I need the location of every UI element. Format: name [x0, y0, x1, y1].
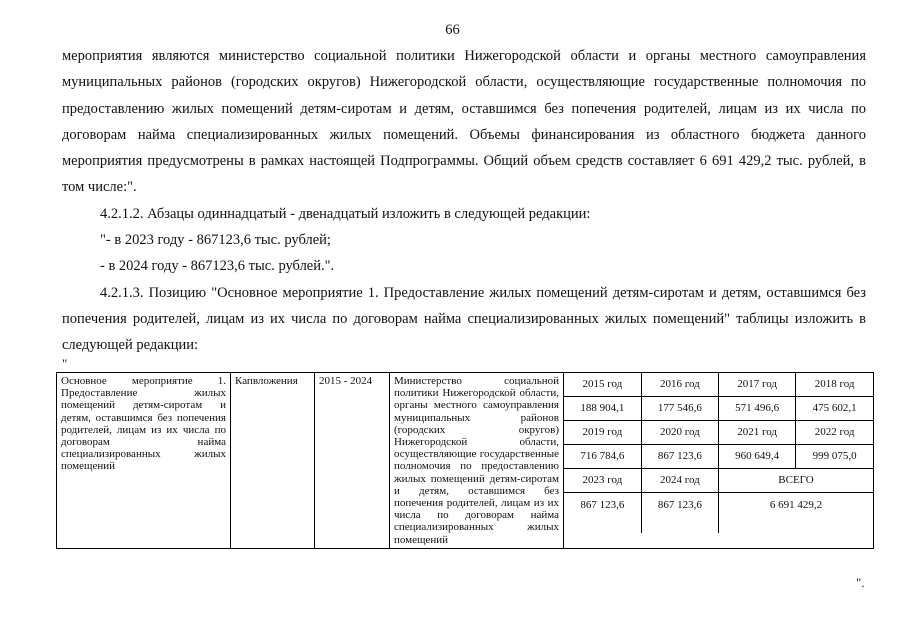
year-value: 999 075,0	[796, 445, 873, 469]
year-label: 2020 год	[641, 421, 718, 445]
category-cell: Капвложения	[231, 373, 315, 549]
year-value: 177 546,6	[641, 397, 718, 421]
year-header-row	[564, 421, 873, 445]
year-label: 2022 год	[796, 421, 873, 445]
paragraph-4-2-1-3: 4.2.1.3. Позицию "Основное мероприятие 1. Предоставление жилых помещений детям-сиротам и детям, оставшимся без попечения родителей, лицам из их числа по договорам найма специализированных жилых помещений" таблицы изложить в следующей редакции:	[62, 284, 866, 354]
year-label: 2021 год	[719, 421, 796, 445]
year-header-row	[564, 469, 873, 493]
year-label: 2019 год	[564, 421, 641, 445]
paragraph-2024: - в 2024 году - 867123,6 тыс. рублей.".	[100, 258, 335, 275]
document-body	[62, 43, 866, 359]
year-value-row	[564, 445, 873, 469]
year-value-row	[564, 397, 873, 421]
funding-table	[56, 372, 874, 549]
table-row	[57, 373, 874, 549]
year-value: 867 123,6	[641, 445, 718, 469]
year-value: 867 123,6	[641, 493, 718, 534]
paragraph-intro: мероприятия являются министерство социальной политики Нижегородской области и органы местного самоуправления муниципальных районов (городских округов) Нижегородской области, осуществляющие государственные полномочия по предоставлению жилых помещений детям-сиротам и детям, оставшимся без попечения родителей, лицам из их числа по договорам найма специализированных жилых помещений. Объемы финансирования из областного бюджета данного мероприятия предусмотрены в рамках настоящей Подпрограммы. Общий объем средств составляет 6 691 429,2 тыс. рублей, в том числе:".	[62, 48, 866, 196]
page-number: 66	[445, 22, 460, 38]
total-label: ВСЕГО	[719, 469, 874, 493]
year-label: 2018 год	[796, 373, 873, 397]
closing-quote-mark: ".	[856, 575, 865, 590]
year-value: 571 496,6	[719, 397, 796, 421]
activity-cell: Основное мероприятие 1. Предоставление жилых помещений детям-сиротам и детям, оставшимся без попечения родителей, лицам из их числа по договорам найма специализированных жилых помещений	[57, 373, 231, 549]
year-label: 2023 год	[564, 469, 641, 493]
year-value-row	[564, 493, 873, 534]
year-header-row	[564, 373, 873, 397]
year-value: 960 649,4	[719, 445, 796, 469]
paragraph-4-2-1-2: 4.2.1.2. Абзацы одиннадцатый - двенадцатый изложить в следующей редакции:	[100, 205, 591, 222]
year-value: 716 784,6	[564, 445, 641, 469]
year-label: 2024 год	[641, 469, 718, 493]
financing-cell	[564, 373, 874, 549]
year-value: 475 602,1	[796, 397, 873, 421]
executor-cell: Министерство социальной политики Нижегородской области, органы местного самоуправления муниципальных районов (городских округов) Нижегородской области, осуществляющие государственные полномочия по предоставлению жилых помещений детям-сиротам и детям, оставшимся без попечения родителей, лицам из их числа по договорам найма специализированных жилых помещений	[390, 373, 564, 549]
year-label: 2017 год	[719, 373, 796, 397]
period-cell: 2015 - 2024	[315, 373, 390, 549]
opening-quote-mark: "	[62, 356, 68, 371]
year-label: 2015 год	[564, 373, 641, 397]
year-value: 188 904,1	[564, 397, 641, 421]
year-label: 2016 год	[641, 373, 718, 397]
paragraph-2023: "- в 2023 году - 867123,6 тыс. рублей;	[100, 232, 331, 249]
year-value: 867 123,6	[580, 499, 625, 511]
financing-by-year-table	[564, 373, 873, 533]
total-value: 6 691 429,2	[719, 493, 874, 534]
